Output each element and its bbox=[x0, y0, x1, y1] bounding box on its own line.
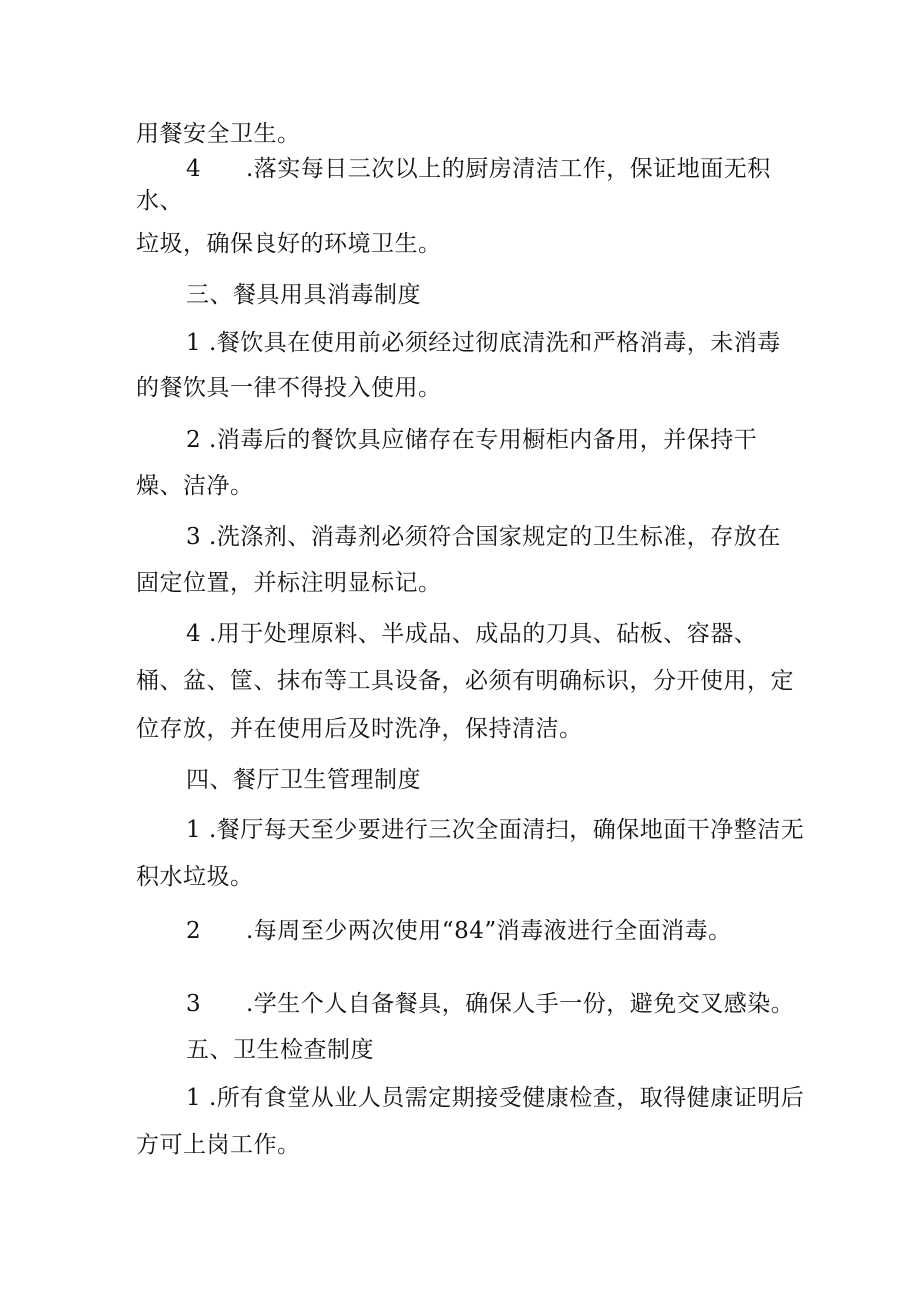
section-heading: 四、餐厅卫生管理制度 bbox=[186, 767, 421, 793]
section-heading: 五、卫生检查制度 bbox=[186, 1037, 374, 1063]
paragraph-line: 水、 bbox=[136, 188, 183, 214]
paragraph-line: .每周至少两次使用“84”消毒液进行全面消毒。 bbox=[246, 918, 732, 944]
paragraph-line: 的餐饮具一律不得投入使用。 bbox=[136, 375, 442, 401]
item-number: 4 bbox=[186, 156, 201, 182]
paragraph-line: 桶、盆、筐、抹布等工具设备，必须有明确标识，分开使用，定 bbox=[136, 668, 794, 694]
paragraph-line: .落实每日三次以上的厨房清洁工作，保证地面无积 bbox=[246, 156, 771, 182]
paragraph-line: 位存放，并在使用后及时洗净，保持清洁。 bbox=[136, 716, 583, 742]
paragraph-line: 3 .洗涤剂、消毒剂必须符合国家规定的卫生标准，存放在 bbox=[186, 524, 781, 550]
paragraph-line: 方可上岗工作。 bbox=[136, 1132, 301, 1158]
paragraph-line: 2 .消毒后的餐饮具应储存在专用橱柜内备用，并保持干 bbox=[186, 427, 758, 453]
paragraph-line: 1 .餐厅每天至少要进行三次全面清扫，确保地面干净整洁无 bbox=[186, 817, 805, 843]
paragraph-line: 垃圾，确保良好的环境卫生。 bbox=[136, 231, 442, 257]
item-number: 3 bbox=[186, 991, 201, 1017]
paragraph-line: 1 .餐饮具在使用前必须经过彻底清洗和严格消毒，未消毒 bbox=[186, 330, 781, 356]
paragraph-line: 固定位置，并标注明显标记。 bbox=[136, 570, 442, 596]
item-number: 2 bbox=[186, 918, 201, 944]
section-heading: 三、餐具用具消毒制度 bbox=[186, 282, 421, 308]
paragraph-line: 4 .用于处理原料、半成品、成品的刀具、砧板、容器、 bbox=[186, 621, 758, 647]
paragraph-line: 燥、洁净。 bbox=[136, 473, 254, 499]
paragraph-line: 用餐安全卫生。 bbox=[136, 121, 301, 147]
paragraph-line: 积水垃圾。 bbox=[136, 864, 254, 890]
paragraph-line: 1 .所有食堂从业人员需定期接受健康检查，取得健康证明后 bbox=[186, 1085, 805, 1111]
paragraph-line: .学生个人自备餐具，确保人手一份，避免交叉感染。 bbox=[246, 991, 795, 1017]
